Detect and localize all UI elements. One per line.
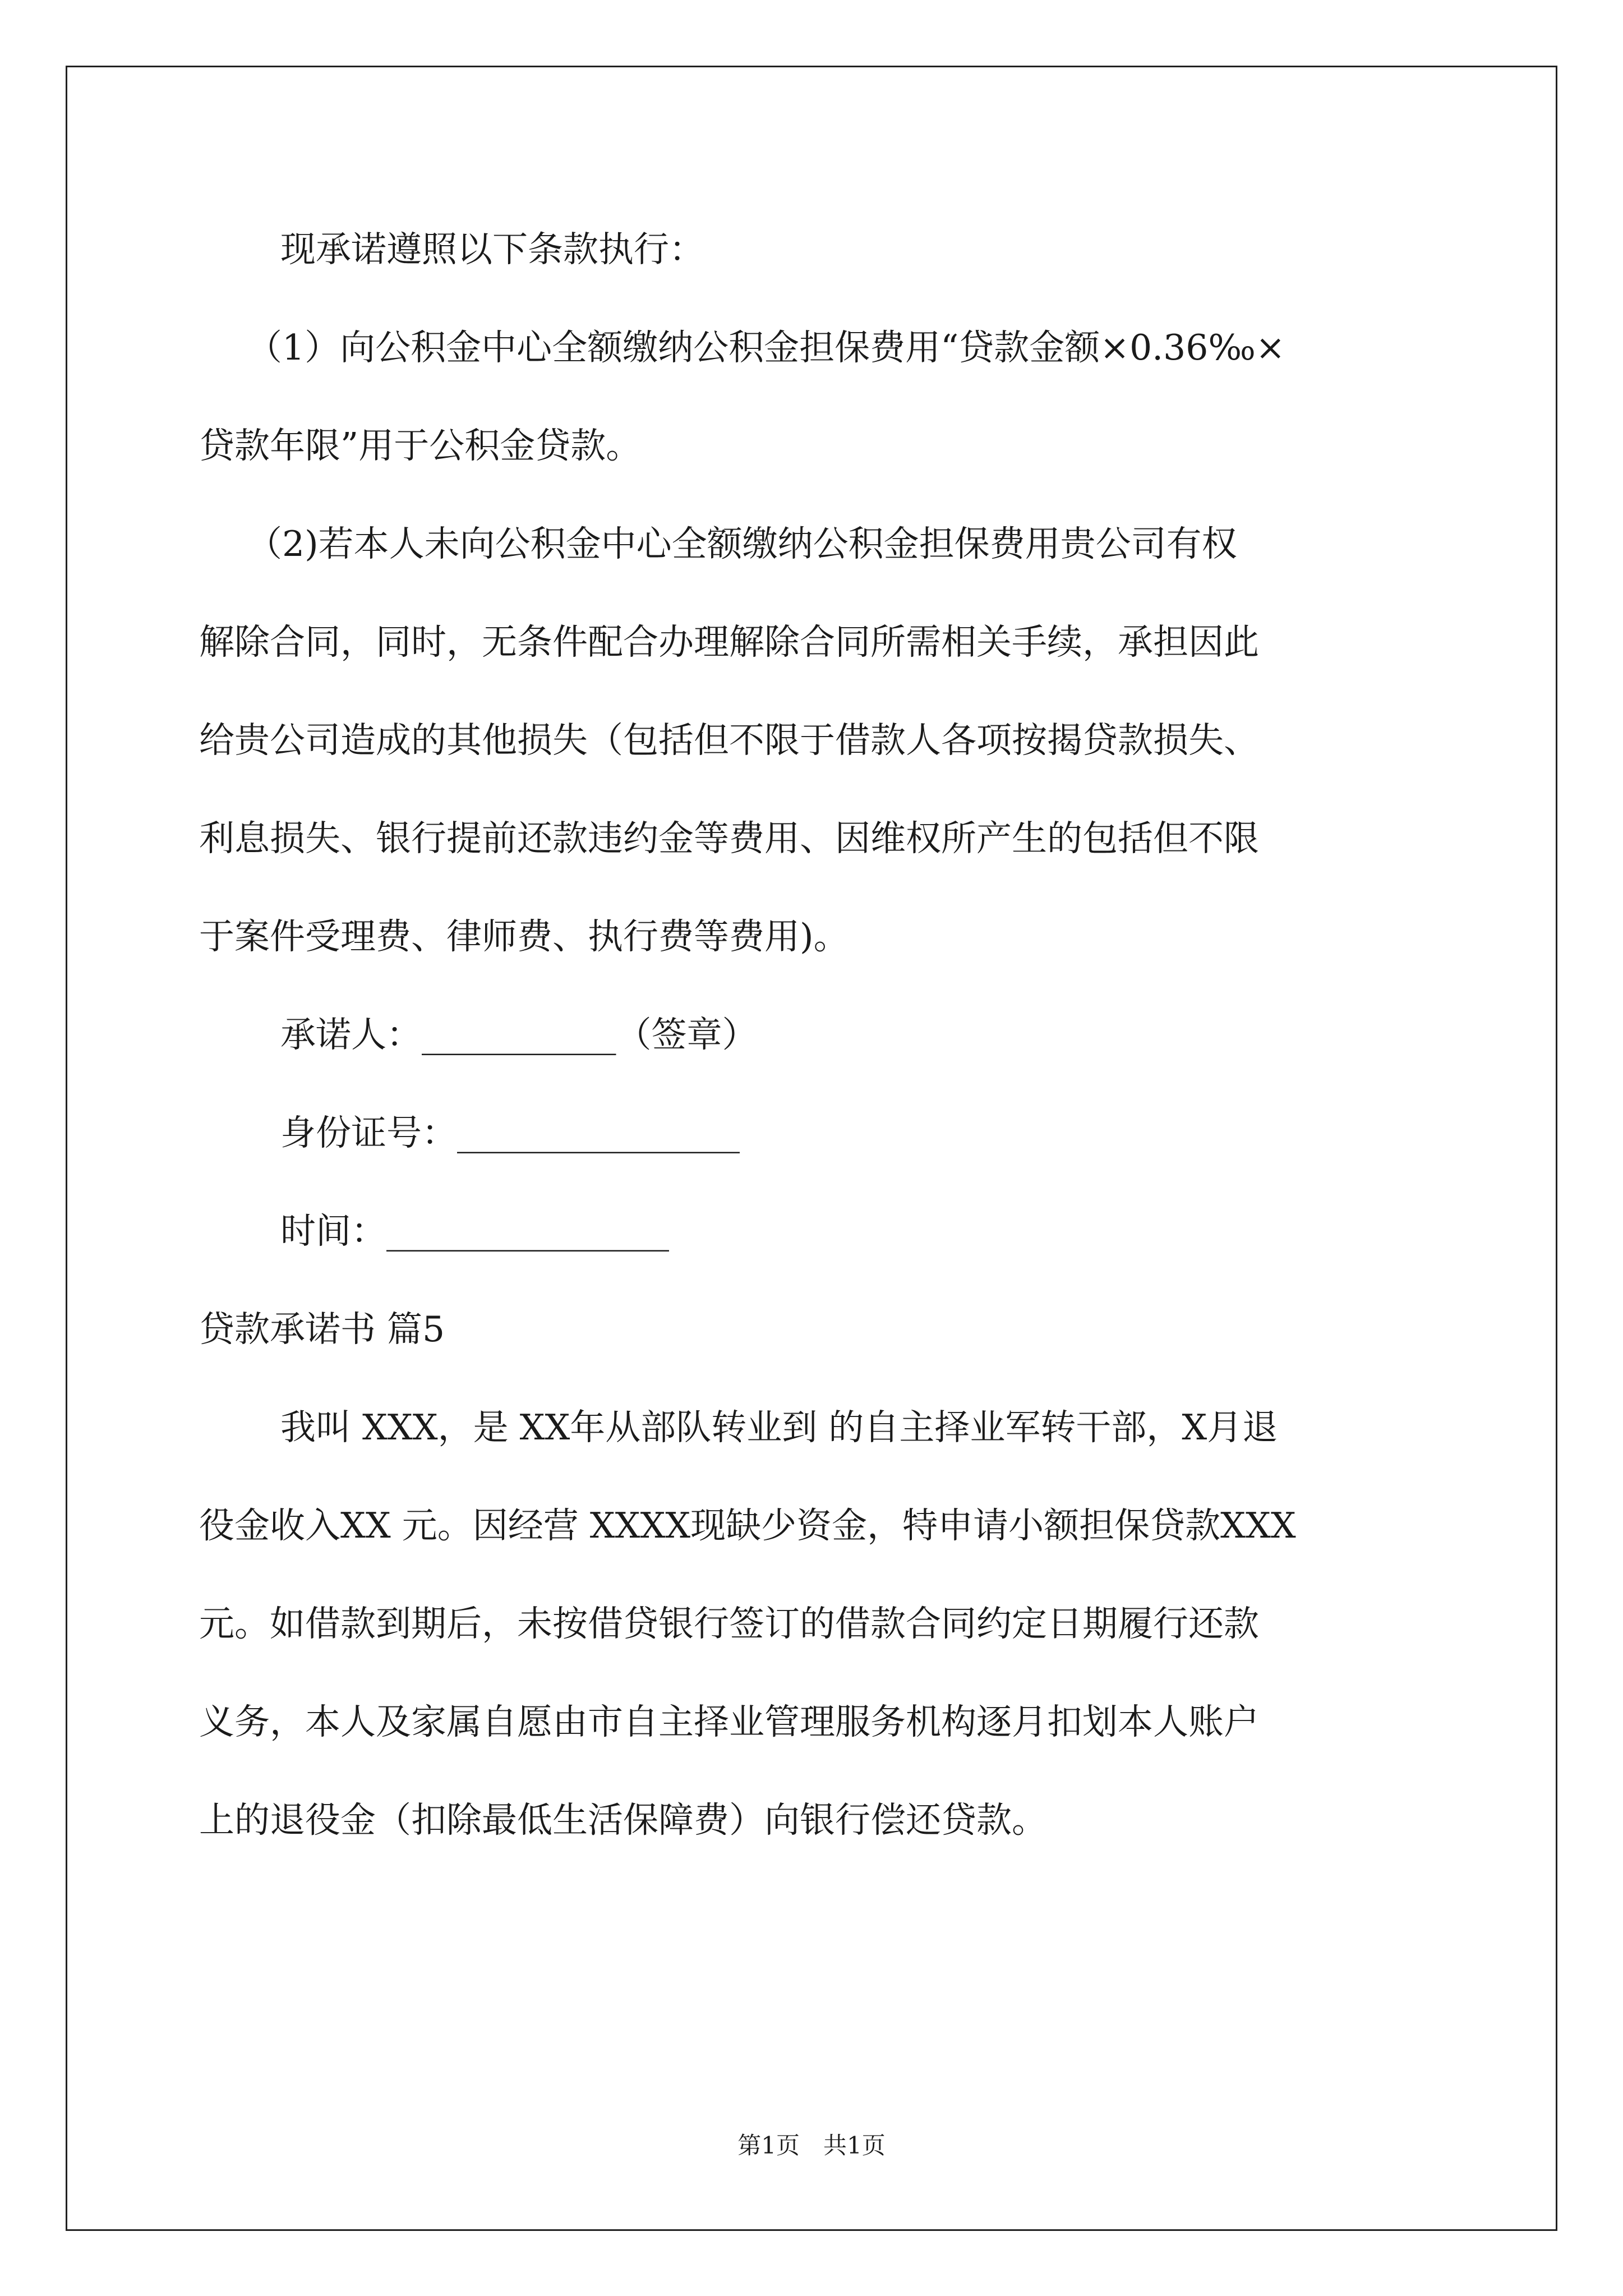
clause-2-line-1: （2)若本人未向公积金中心全额缴纳公积金担保费用贵公司有权 (247, 523, 1237, 564)
date-field: 时间：________________ (280, 1211, 669, 1251)
section5-line-5: 上的退役金（扣除最低生活保障费）向银行偿还贷款。 (199, 1800, 1047, 1841)
clause-2-line-4: 利息损失、银行提前还款违约金等费用、因维权所产生的包括但不限 (199, 818, 1259, 859)
section5-line-3: 元。如借款到期后，未按借贷银行签订的借款合同约定日期履行还款 (199, 1603, 1259, 1644)
paragraph-intro: 现承诺遵照以下条款执行： (280, 229, 704, 270)
promisor-signature-field: 承诺人：___________（签章） (280, 1014, 758, 1055)
id-number-field: 身份证号：________________ (280, 1112, 740, 1153)
clause-2-line-3: 给贵公司造成的其他损失（包括但不限于借款人各项按揭贷款损失、 (199, 720, 1259, 761)
section5-line-2: 役金收入XX 元。因经营 XXXX现缺少资金，特申请小额担保贷款XXX (199, 1505, 1296, 1546)
section-heading: 贷款承诺书 篇5 (199, 1309, 445, 1350)
section5-line-1: 我叫 XXX，是 XX年从部队转业到 的自主择业军转干部，X月退 (280, 1407, 1278, 1448)
clause-1-line-1: （1）向公积金中心全额缴纳公积金担保费用“贷款金额×0.36‰× (247, 327, 1285, 368)
clause-1-line-2: 贷款年限”用于公积金贷款。 (199, 425, 642, 466)
clause-2-line-2: 解除合同，同时，无条件配合办理解除合同所需相关手续，承担因此 (199, 622, 1259, 662)
clause-2-line-5: 于案件受理费、律师费、执行费等费用)。 (199, 916, 849, 957)
section5-line-4: 义务，本人及家属自愿由市自主择业管理服务机构逐月扣划本人账户 (199, 1701, 1259, 1742)
page-footer: 第1页 共1页 (737, 2132, 886, 2159)
